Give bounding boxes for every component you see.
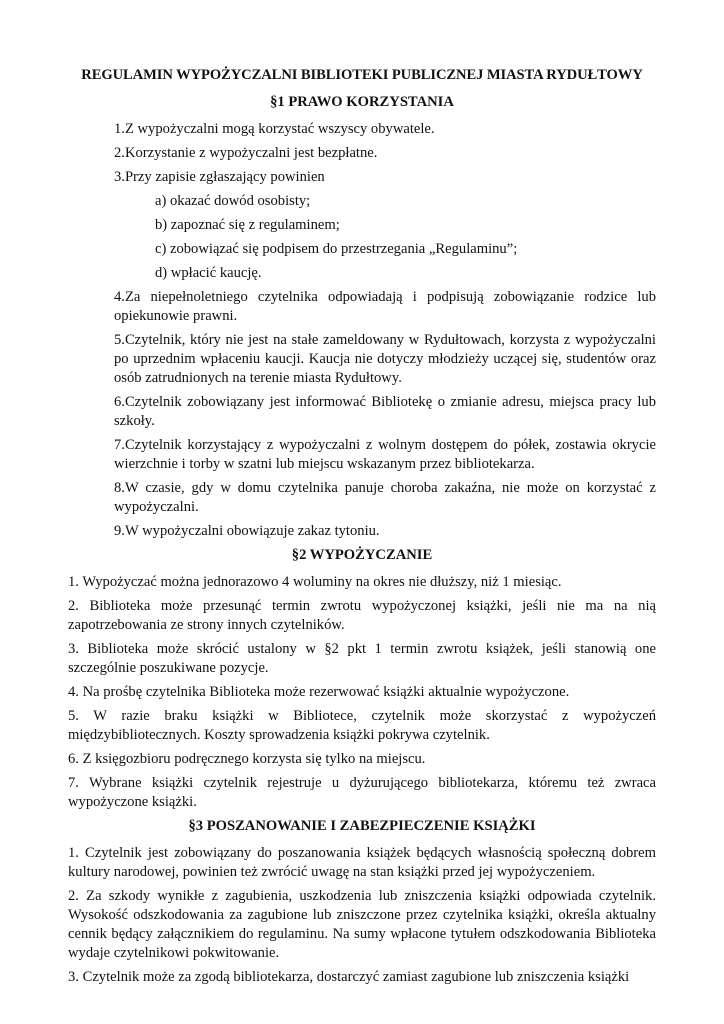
section-2-paragraph-1: 1. Wypożyczać można jednorazowo 4 woluminy na okres nie dłuższy, niż 1 miesiąc. — [68, 574, 562, 590]
section-1-item-a: a) okazać dowód osobisty; — [155, 193, 311, 209]
section-1-paragraph-8: 8.W czasie, gdy w domu czytelnika panuje choroba zakaźna, nie może on korzystać z wypożyczalni. — [114, 480, 656, 515]
section-2-heading: §2 WYPOŻYCZANIE — [291, 547, 433, 563]
section-1-item-c: c) zobowiązać się podpisem do przestrzegania „Regulaminu”; — [155, 241, 518, 257]
section-1-paragraph-9: 9.W wypożyczalni obowiązuje zakaz tytoniu. — [114, 523, 380, 539]
section-1-item-b: b) zapoznać się z regulaminem; — [155, 217, 340, 233]
section-2-paragraph-5: 5. W razie braku książki w Bibliotece, czytelnik może skorzystać z wypożyczeń międzybibliotecznych. Koszty sprowadzenia książki pokrywa czytelnik. — [68, 708, 656, 743]
section-3-heading: §3 POSZANOWANIE I ZABEZPIECZENIE KSIĄŻKI — [188, 818, 536, 834]
document-title: REGULAMIN WYPOŻYCZALNI BIBLIOTEKI PUBLICZNEJ MIASTA RYDUŁTOWY — [81, 67, 643, 83]
section-2-paragraph-6: 6. Z księgozbioru podręcznego korzysta się tylko na miejscu. — [68, 751, 426, 767]
section-3-paragraph-1: 1. Czytelnik jest zobowiązany do poszanowania książek będących własnością społeczną dobrem kultury narodowej, powinien też zwrócić uwagę na stan książki przed jej wypożyczeniem. — [68, 845, 656, 880]
section-3-paragraph-2: 2. Za szkody wynikłe z zagubienia, uszkodzenia lub zniszczenia książki odpowiada czytelnik. Wysokość odszkodowania za zagubione lub zniszczone przez czytelnika książki, określa aktualny cennik będący załącznikiem do regulaminu. Na sumy wpłacone tytułem odszkodowania Biblioteka wydaje czytelnikowi pokwitowanie. — [68, 888, 656, 961]
section-2-paragraph-7: 7. Wybrane książki czytelnik rejestruje u dyżurującego bibliotekarza, któremu też zwraca wypożyczone książki. — [68, 775, 656, 810]
section-2-paragraph-2: 2. Biblioteka może przesunąć termin zwrotu wypożyczonej książki, jeśli nie ma na nią zapotrzebowania ze strony innych czytelników. — [68, 598, 656, 633]
section-2-paragraph-4: 4. Na prośbę czytelnika Biblioteka może rezerwować książki aktualnie wypożyczone. — [68, 684, 570, 700]
section-2 — [68, 546, 656, 812]
section-1-item-d: d) wpłacić kaucję. — [155, 265, 262, 281]
section-1-heading: §1 PRAWO KORZYSTANIA — [270, 94, 454, 110]
section-1-paragraph-5: 5.Czytelnik, który nie jest na stałe zameldowany w Rydułtowach, korzysta z wypożyczalni po uprzednim wpłaceniu kaucji. Kaucja nie dotyczy młodzieży uczącej się, studentów oraz osób zatrudnionych na terenie miasta Rydułtowy. — [114, 332, 656, 386]
section-1-paragraph-6: 6.Czytelnik zobowiązany jest informować Bibliotekę o zmianie adresu, miejsca pracy lub szkoły. — [114, 394, 656, 429]
section-1 — [68, 93, 656, 541]
section-2-paragraph-3: 3. Biblioteka może skrócić ustalony w §2 pkt 1 termin zwrotu książek, jeśli stanowią one szczególnie poszukiwane pozycje. — [68, 641, 656, 676]
section-3 — [68, 817, 656, 987]
section-1-paragraph-1: 1.Z wypożyczalni mogą korzystać wszyscy obywatele. — [114, 121, 435, 137]
section-1-paragraph-4: 4.Za niepełnoletniego czytelnika odpowiadają i podpisują zobowiązanie rodzice lub opiekunowie prawni. — [114, 289, 656, 324]
section-1-paragraph-7: 7.Czytelnik korzystający z wypożyczalni z wolnym dostępem do półek, zostawia okrycie wierzchnie i torby w szatni lub miejscu wskazanym przez bibliotekarza. — [114, 437, 656, 472]
section-3-paragraph-3: 3. Czytelnik może za zgodą bibliotekarza, dostarczyć zamiast zagubione lub zniszczenia książki — [68, 969, 630, 985]
section-1-paragraph-3: 3.Przy zapisie zgłaszający powinien — [114, 169, 325, 185]
section-1-paragraph-2: 2.Korzystanie z wypożyczalni jest bezpłatne. — [114, 145, 378, 161]
